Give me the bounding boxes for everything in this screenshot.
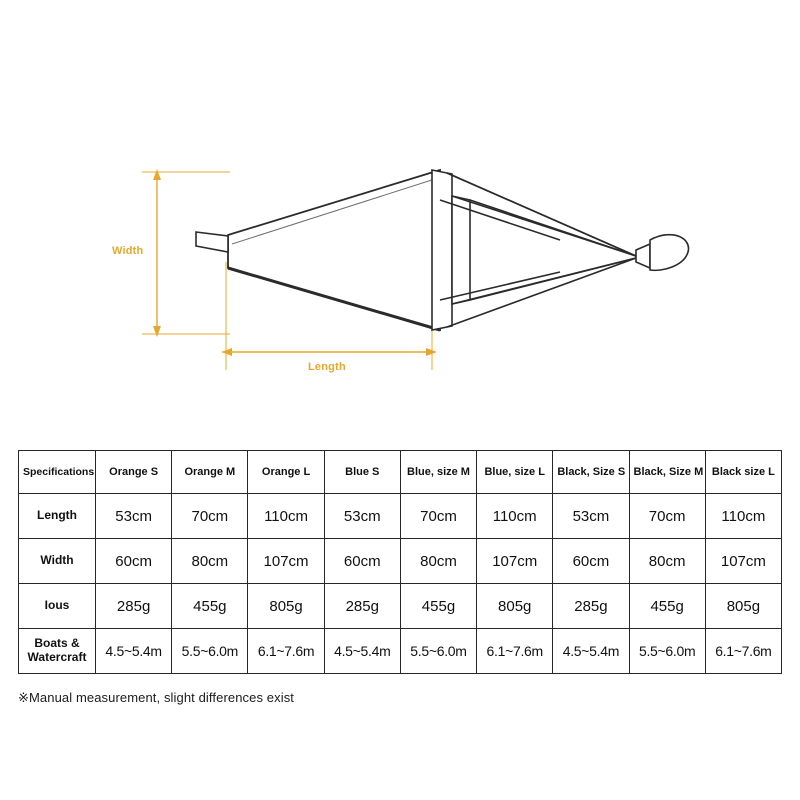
cell-weight-blue-s: 285g [324,584,400,629]
cell-boats-black-s: 4.5~5.4m [553,629,629,674]
cell-width-orange-m: 80cm [172,539,248,584]
row-header-length: Length [19,494,96,539]
cell-weight-black-s: 285g [553,584,629,629]
cell-boats-blue-l: 6.1~7.6m [477,629,553,674]
column-header-blue-l: Blue, size L [477,451,553,494]
column-header-orange-s: Orange S [96,451,172,494]
measurement-footnote: ※Manual measurement, slight differences exist [18,690,295,705]
swivel-clip [636,235,689,271]
column-header-black-s: Black, Size S [553,451,629,494]
table-row [19,629,782,674]
table-row [19,539,782,584]
cell-width-blue-l: 107cm [477,539,553,584]
column-header-orange-l: Orange L [248,451,324,494]
column-header-specifications: Specifications [19,451,96,494]
cell-length-black-l: 110cm [705,494,781,539]
cell-width-orange-s: 60cm [96,539,172,584]
cell-length-black-m: 70cm [629,494,705,539]
cell-boats-orange-l: 6.1~7.6m [248,629,324,674]
cell-weight-blue-l: 805g [477,584,553,629]
cell-width-orange-l: 107cm [248,539,324,584]
cell-width-black-m: 80cm [629,539,705,584]
table-row [19,584,782,629]
column-header-black-m: Black, Size M [629,451,705,494]
column-header-black-l: Black size L [705,451,781,494]
cell-width-blue-s: 60cm [324,539,400,584]
drogue-cone [196,170,440,330]
cell-length-blue-l: 110cm [477,494,553,539]
length-label: Length [308,361,346,373]
cell-boats-blue-s: 4.5~5.4m [324,629,400,674]
cell-weight-black-m: 455g [629,584,705,629]
cell-width-black-l: 107cm [705,539,781,584]
column-header-blue-s: Blue S [324,451,400,494]
row-header-width: Width [19,539,96,584]
column-header-blue-m: Blue, size M [400,451,476,494]
cell-boats-blue-m: 5.5~6.0m [400,629,476,674]
cell-width-black-s: 60cm [553,539,629,584]
cell-boats-black-m: 5.5~6.0m [629,629,705,674]
row-header-weight: Ious [19,584,96,629]
table-row [19,494,782,539]
specifications-table [18,450,782,674]
specifications-table-wrap [18,450,782,674]
cell-length-orange-m: 70cm [172,494,248,539]
cell-boats-black-l: 6.1~7.6m [705,629,781,674]
table-header-row [19,451,782,494]
cell-length-orange-l: 110cm [248,494,324,539]
cell-weight-orange-m: 455g [172,584,248,629]
cell-width-blue-m: 80cm [400,539,476,584]
cell-weight-orange-l: 805g [248,584,324,629]
reinforcement-band [432,170,470,330]
cell-weight-black-l: 805g [705,584,781,629]
width-label: Width [112,245,144,257]
row-header-boats-watercraft: Boats & Watercraft [19,629,96,674]
cell-weight-blue-m: 455g [400,584,476,629]
column-header-orange-m: Orange M [172,451,248,494]
cell-length-blue-m: 70cm [400,494,476,539]
cell-length-orange-s: 53cm [96,494,172,539]
cell-length-blue-s: 53cm [324,494,400,539]
cell-boats-orange-m: 5.5~6.0m [172,629,248,674]
width-dimension [142,169,230,337]
cell-boats-orange-s: 4.5~5.4m [96,629,172,674]
cell-length-black-s: 53cm [553,494,629,539]
cell-weight-orange-s: 285g [96,584,172,629]
